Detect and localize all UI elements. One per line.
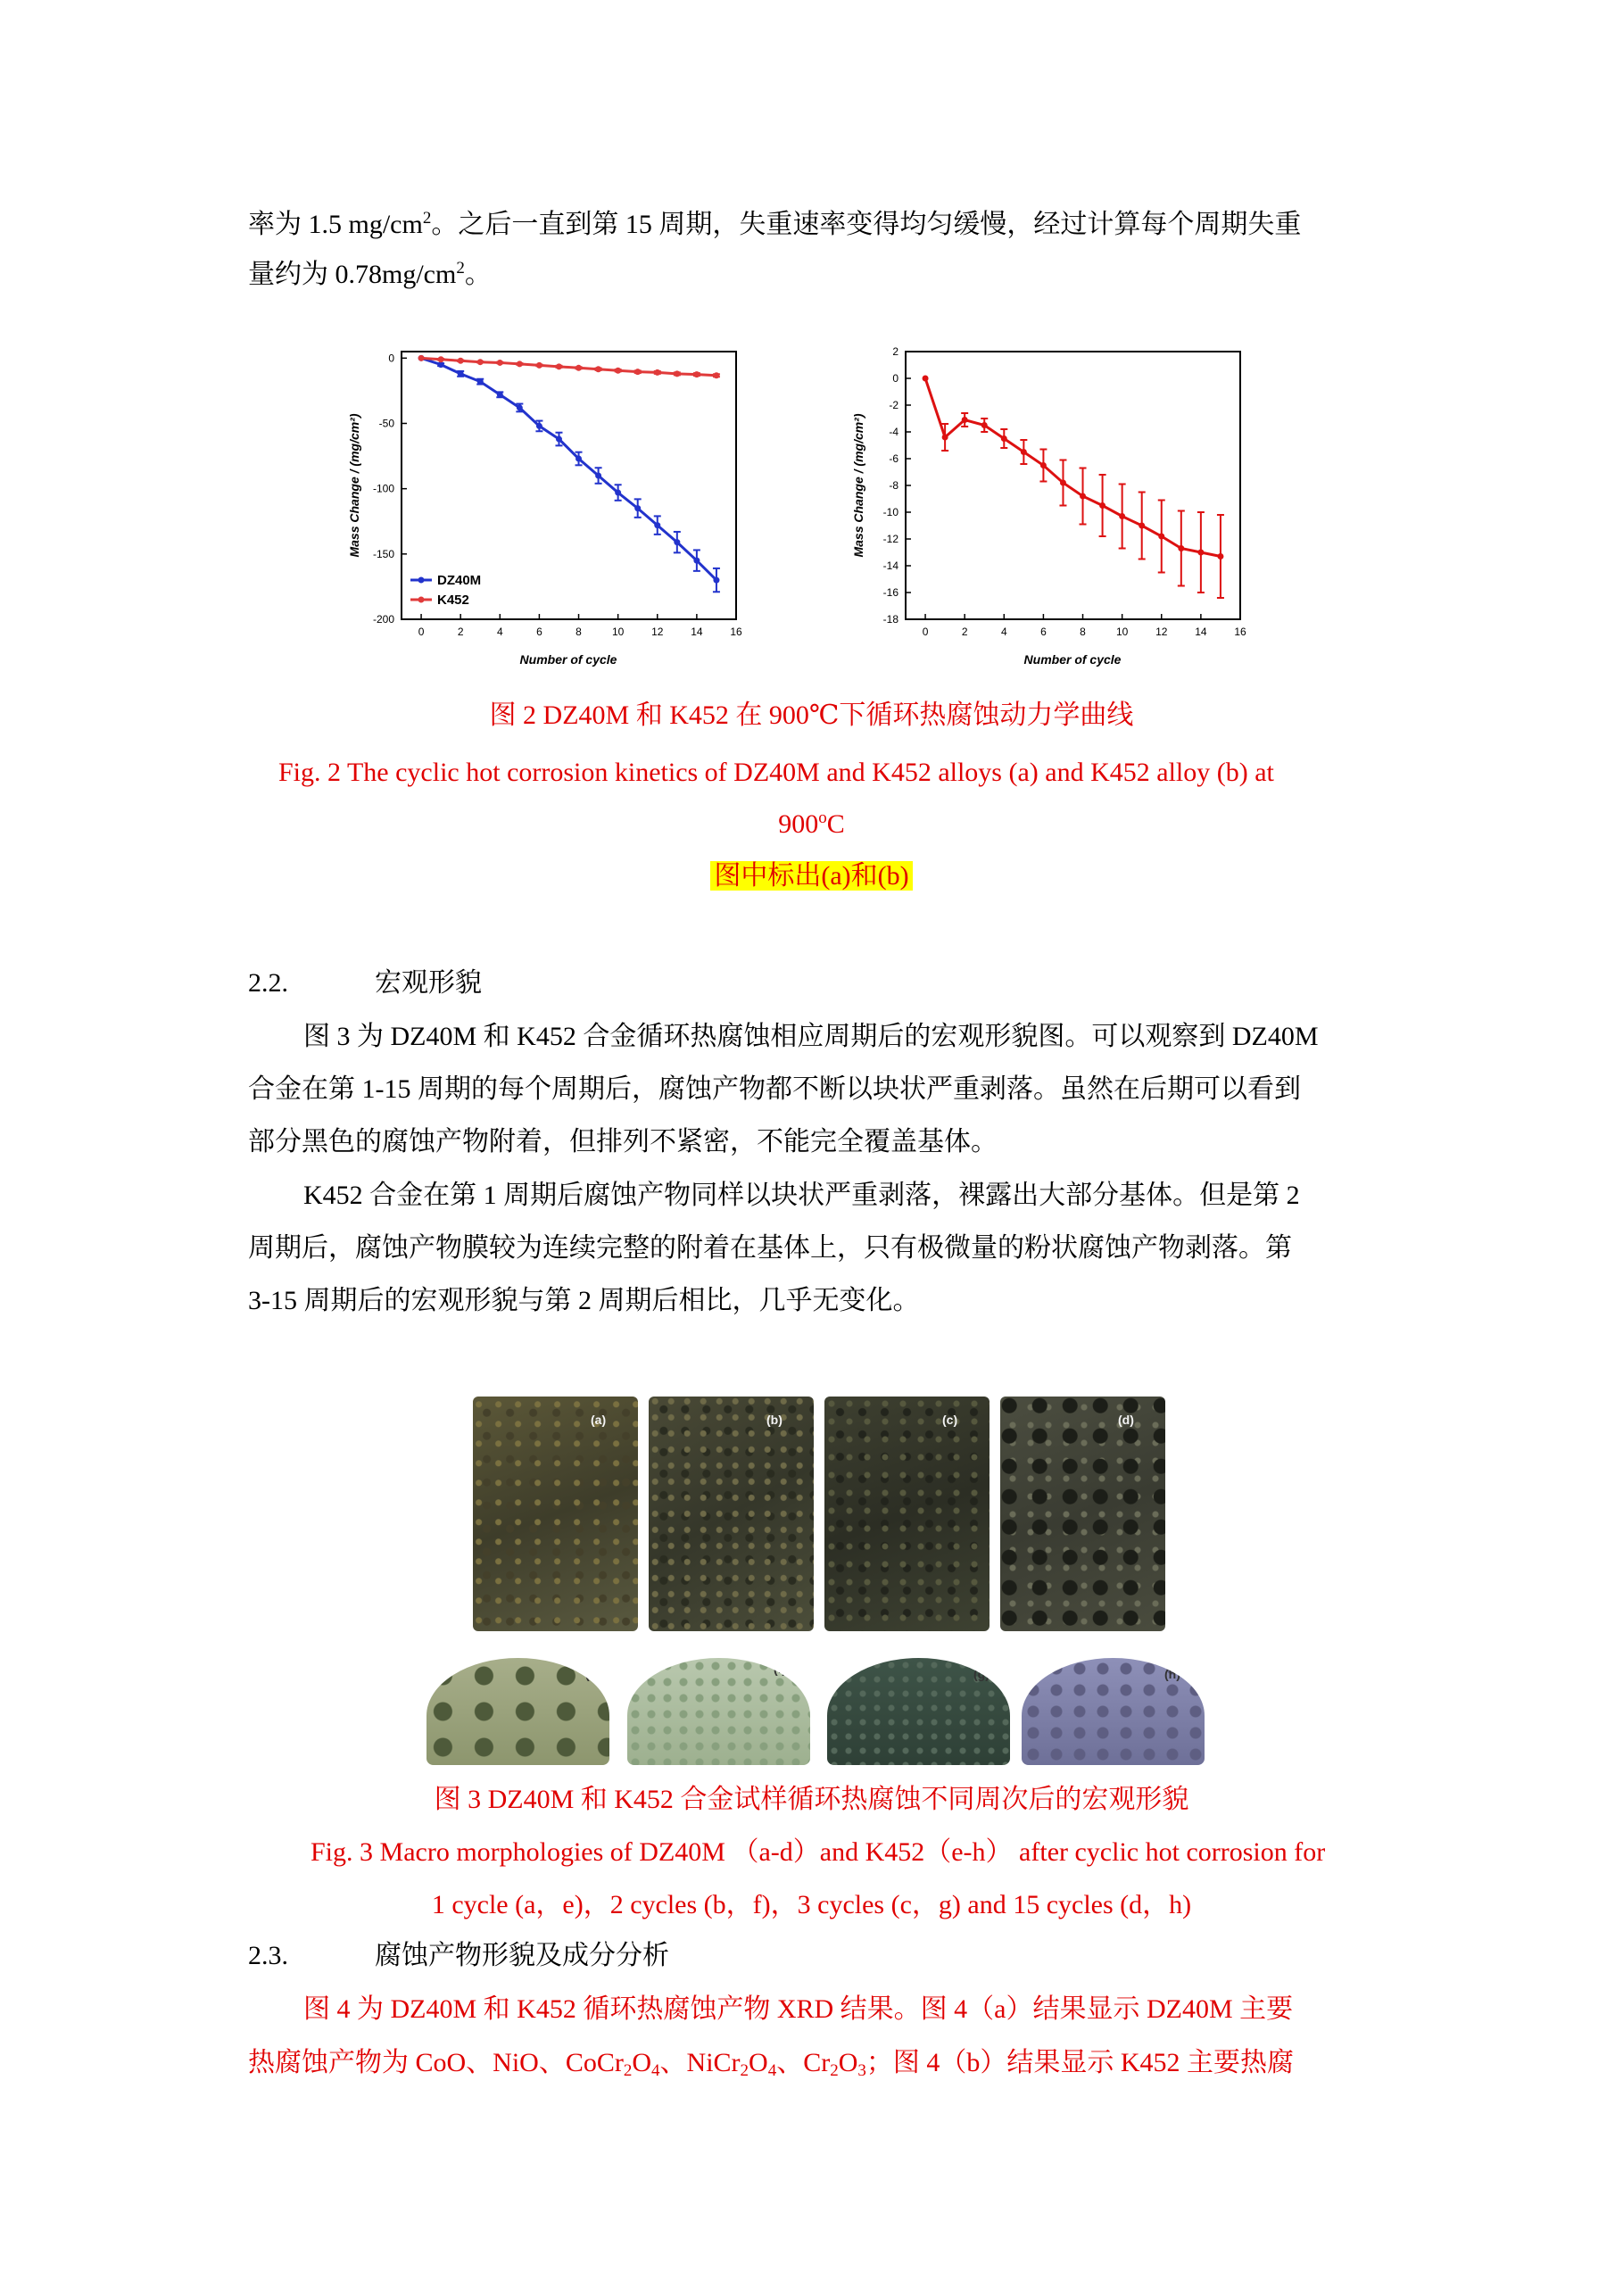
s22-p1-line-2: 合金在第 1-15 周期的每个周期后，腐蚀产物都不断以块状严重剥落。虽然在后期可以看到 [248, 1074, 1301, 1104]
a-data-point [576, 456, 582, 462]
s22-p2-line-1: K452 合金在第 1 周期后腐蚀产物同样以块状严重剥落，裸露出大部分基体。但是第 2 [303, 1181, 1300, 1210]
b-data-point [1178, 545, 1184, 551]
b-data-point [1158, 534, 1164, 540]
b-ytick-label: -12 [882, 533, 898, 545]
b-xtick-label: 0 [922, 626, 929, 638]
b-ytick-label: -6 [889, 452, 898, 465]
b-data-point [1060, 480, 1066, 486]
s23-line-1: 图 4 为 DZ40M 和 K452 循环热腐蚀产物 XRD 结果。图 4（a）结果显示 DZ40M 主要 [303, 1994, 1294, 2024]
specimen-photo-h [1022, 1658, 1205, 1765]
specimen-photo-g [827, 1658, 1010, 1765]
a-ytick-label: 0 [388, 352, 394, 365]
a-data-point [634, 369, 641, 375]
specimen-label-b: (b) [766, 1413, 783, 1427]
a-data-point [536, 423, 542, 429]
b-data-point [942, 435, 948, 441]
b-data-point [1099, 502, 1105, 509]
a-xtick-label: 14 [691, 626, 703, 638]
section-2-2-number: 2.2. [248, 968, 288, 998]
a-data-point [497, 392, 503, 398]
a-data-point [536, 362, 542, 369]
specimen-photo-c [824, 1397, 990, 1631]
a-legend-label: K452 [437, 593, 469, 608]
a-data-point [576, 365, 582, 371]
specimen-label-c: (c) [942, 1413, 958, 1427]
b-data-point [1040, 462, 1047, 468]
b-data-point [1080, 493, 1086, 500]
specimen-label-d: (d) [1118, 1413, 1134, 1427]
fig3-caption-cn: 图 3 DZ40M 和 K452 合金试样循环热腐蚀不同周次后的宏观形貌 [434, 1785, 1189, 1814]
b-ytick-label: -8 [889, 479, 898, 492]
specimen-label-g: (g) [973, 1667, 990, 1681]
b-xtick-label: 6 [1040, 626, 1047, 638]
s22-p2-line-3: 3-15 周期后的宏观形貌与第 2 周期后相比，几乎无变化。 [248, 1286, 920, 1315]
b-data-point [981, 422, 988, 428]
chart-b-ylabel: Mass Change / (mg/cm²) [851, 413, 865, 558]
a-data-point [418, 355, 425, 361]
a-data-point [458, 358, 464, 364]
b-data-point [1217, 553, 1223, 559]
a-data-point [595, 366, 601, 372]
specimen-photo-e [426, 1658, 609, 1765]
intro-line-1: 率为 1.5 $mg/cm^2$。之后一直到第 15 周期，失重速率变得均匀缓慢，经过计算每个周期失重 [248, 209, 1302, 239]
fig2-highlight-note: 图中标出(a)和(b) [0, 858, 1623, 894]
a-legend-label: DZ40M [437, 573, 482, 588]
fig2-caption-en-1: Fig. 2 The cyclic hot corrosion kinetics of DZ40M and K452 alloys (a) and K452 alloy (b) at [278, 758, 1274, 787]
a-data-point [674, 370, 680, 377]
specimen-label-a: (a) [591, 1413, 607, 1427]
specimen-photo-b [649, 1397, 814, 1631]
a-xtick-label: 10 [611, 626, 625, 638]
a-data-point [693, 558, 700, 564]
a-xtick-label: 4 [496, 626, 503, 638]
specimen-label-h: (h) [1164, 1667, 1180, 1681]
a-data-point [595, 473, 601, 479]
a-series-line-1 [421, 358, 716, 375]
b-data-point [923, 376, 929, 382]
a-data-point [634, 505, 641, 511]
section-2-3-number: 2.3. [248, 1941, 288, 1970]
a-ytick-label: -200 [372, 613, 394, 626]
s23-line-2: 热腐蚀产物为 CoO、NiO、$CoCr_2O_4$、$NiCr_2O_4$、$Cr_2O_3$；图 4（b）结果显示 K452 主要热腐 [248, 2048, 1295, 2080]
specimen-photo-f [627, 1658, 810, 1765]
a-xtick-label: 6 [536, 626, 542, 638]
a-xtick-label: 16 [730, 626, 742, 638]
b-ytick-label: -4 [889, 426, 898, 438]
a-data-point [654, 522, 660, 528]
b-data-point [1197, 550, 1204, 556]
a-xtick-label: 12 [651, 626, 664, 638]
a-data-point [654, 369, 660, 376]
s22-p1-line-1: 图 3 为 DZ40M 和 K452 合金循环热腐蚀相应周期后的宏观形貌图。可以观察到 DZ40M [303, 1022, 1319, 1051]
b-xtick-label: 8 [1080, 626, 1086, 638]
a-data-point [556, 363, 562, 369]
s22-p1-line-3: 部分黑色的腐蚀产物附着，但排列不紧密，不能完全覆盖基体。 [248, 1127, 998, 1156]
a-legend-marker [418, 597, 425, 603]
b-xtick-label: 12 [1155, 626, 1168, 638]
b-ytick-label: -10 [882, 506, 898, 518]
a-data-point [438, 356, 444, 362]
chart-a-xlabel: Number of cycle [519, 652, 617, 667]
specimen-photo-a [473, 1397, 638, 1631]
b-xtick-label: 14 [1195, 626, 1207, 638]
b-xtick-label: 10 [1115, 626, 1129, 638]
a-legend-marker [418, 577, 425, 584]
b-xtick-label: 16 [1234, 626, 1246, 638]
b-xtick-label: 4 [1000, 626, 1007, 638]
b-data-point [962, 417, 968, 423]
section-2-3-title: 腐蚀产物形貌及成分分析 [375, 1941, 669, 1970]
b-data-point [1021, 449, 1027, 455]
fig3-caption-en-2: 1 cycle (a，e)，2 cycles (b，f)，3 cycles (c，g) and 15 cycles (d，h) [431, 1890, 1192, 1919]
a-data-point [477, 359, 484, 365]
b-data-point [1139, 523, 1145, 529]
b-xtick-label: 2 [961, 626, 968, 638]
chart-a [339, 341, 749, 671]
a-data-point [517, 404, 523, 410]
fig3-caption-en-1: Fig. 3 Macro morphologies of DZ40M （a-d）and K452（e-h） after cyclic hot corrosion for [311, 1837, 1326, 1867]
b-ytick-label: 0 [892, 372, 898, 385]
a-xtick-label: 8 [576, 626, 582, 638]
specimen-label-f: (f) [774, 1662, 786, 1676]
b-data-point [1001, 435, 1007, 442]
a-data-point [713, 372, 719, 378]
a-data-point [556, 436, 562, 443]
a-data-point [615, 368, 621, 374]
section-2-2-title: 宏观形貌 [375, 968, 482, 998]
a-xtick-label: 2 [457, 626, 464, 638]
chart-b-frame [906, 352, 1240, 619]
a-data-point [674, 539, 680, 545]
a-data-point [693, 371, 700, 377]
a-data-point [458, 370, 464, 377]
a-data-point [517, 361, 523, 367]
b-series-line-0 [925, 378, 1221, 557]
fig2-caption-cn: 图 2 DZ40M 和 K452 在 900℃下循环热腐蚀动力学曲线 [489, 700, 1134, 730]
b-ytick-label: 2 [892, 345, 898, 358]
specimen-photo-d [1000, 1397, 1165, 1631]
a-data-point [477, 378, 484, 385]
intro-line-2: 量约为 $0.78mg/cm^2$。 [248, 259, 492, 289]
b-ytick-label: -14 [882, 559, 898, 572]
b-ytick-label: -16 [882, 586, 898, 599]
specimen-label-e: (e) [585, 1667, 601, 1681]
chart-b [843, 341, 1254, 671]
a-ytick-label: -50 [378, 417, 394, 430]
b-data-point [1119, 513, 1125, 519]
a-series-line-0 [421, 358, 716, 580]
a-data-point [713, 577, 719, 584]
chart-a-ylabel: Mass Change / (mg/cm²) [347, 413, 361, 558]
a-ytick-label: -100 [372, 482, 394, 495]
a-data-point [497, 360, 503, 366]
fig2-caption-en-2: 900$^o$C [778, 808, 845, 839]
b-ytick-label: -2 [889, 399, 898, 411]
s22-p2-line-2: 周期后，腐蚀产物膜较为连续完整的附着在基体上，只有极微量的粉状腐蚀产物剥落。第 [248, 1233, 1292, 1263]
a-data-point [615, 490, 621, 496]
chart-b-xlabel: Number of cycle [1023, 652, 1122, 667]
a-xtick-label: 0 [418, 626, 425, 638]
b-ytick-label: -18 [882, 613, 898, 626]
a-ytick-label: -150 [372, 547, 394, 560]
